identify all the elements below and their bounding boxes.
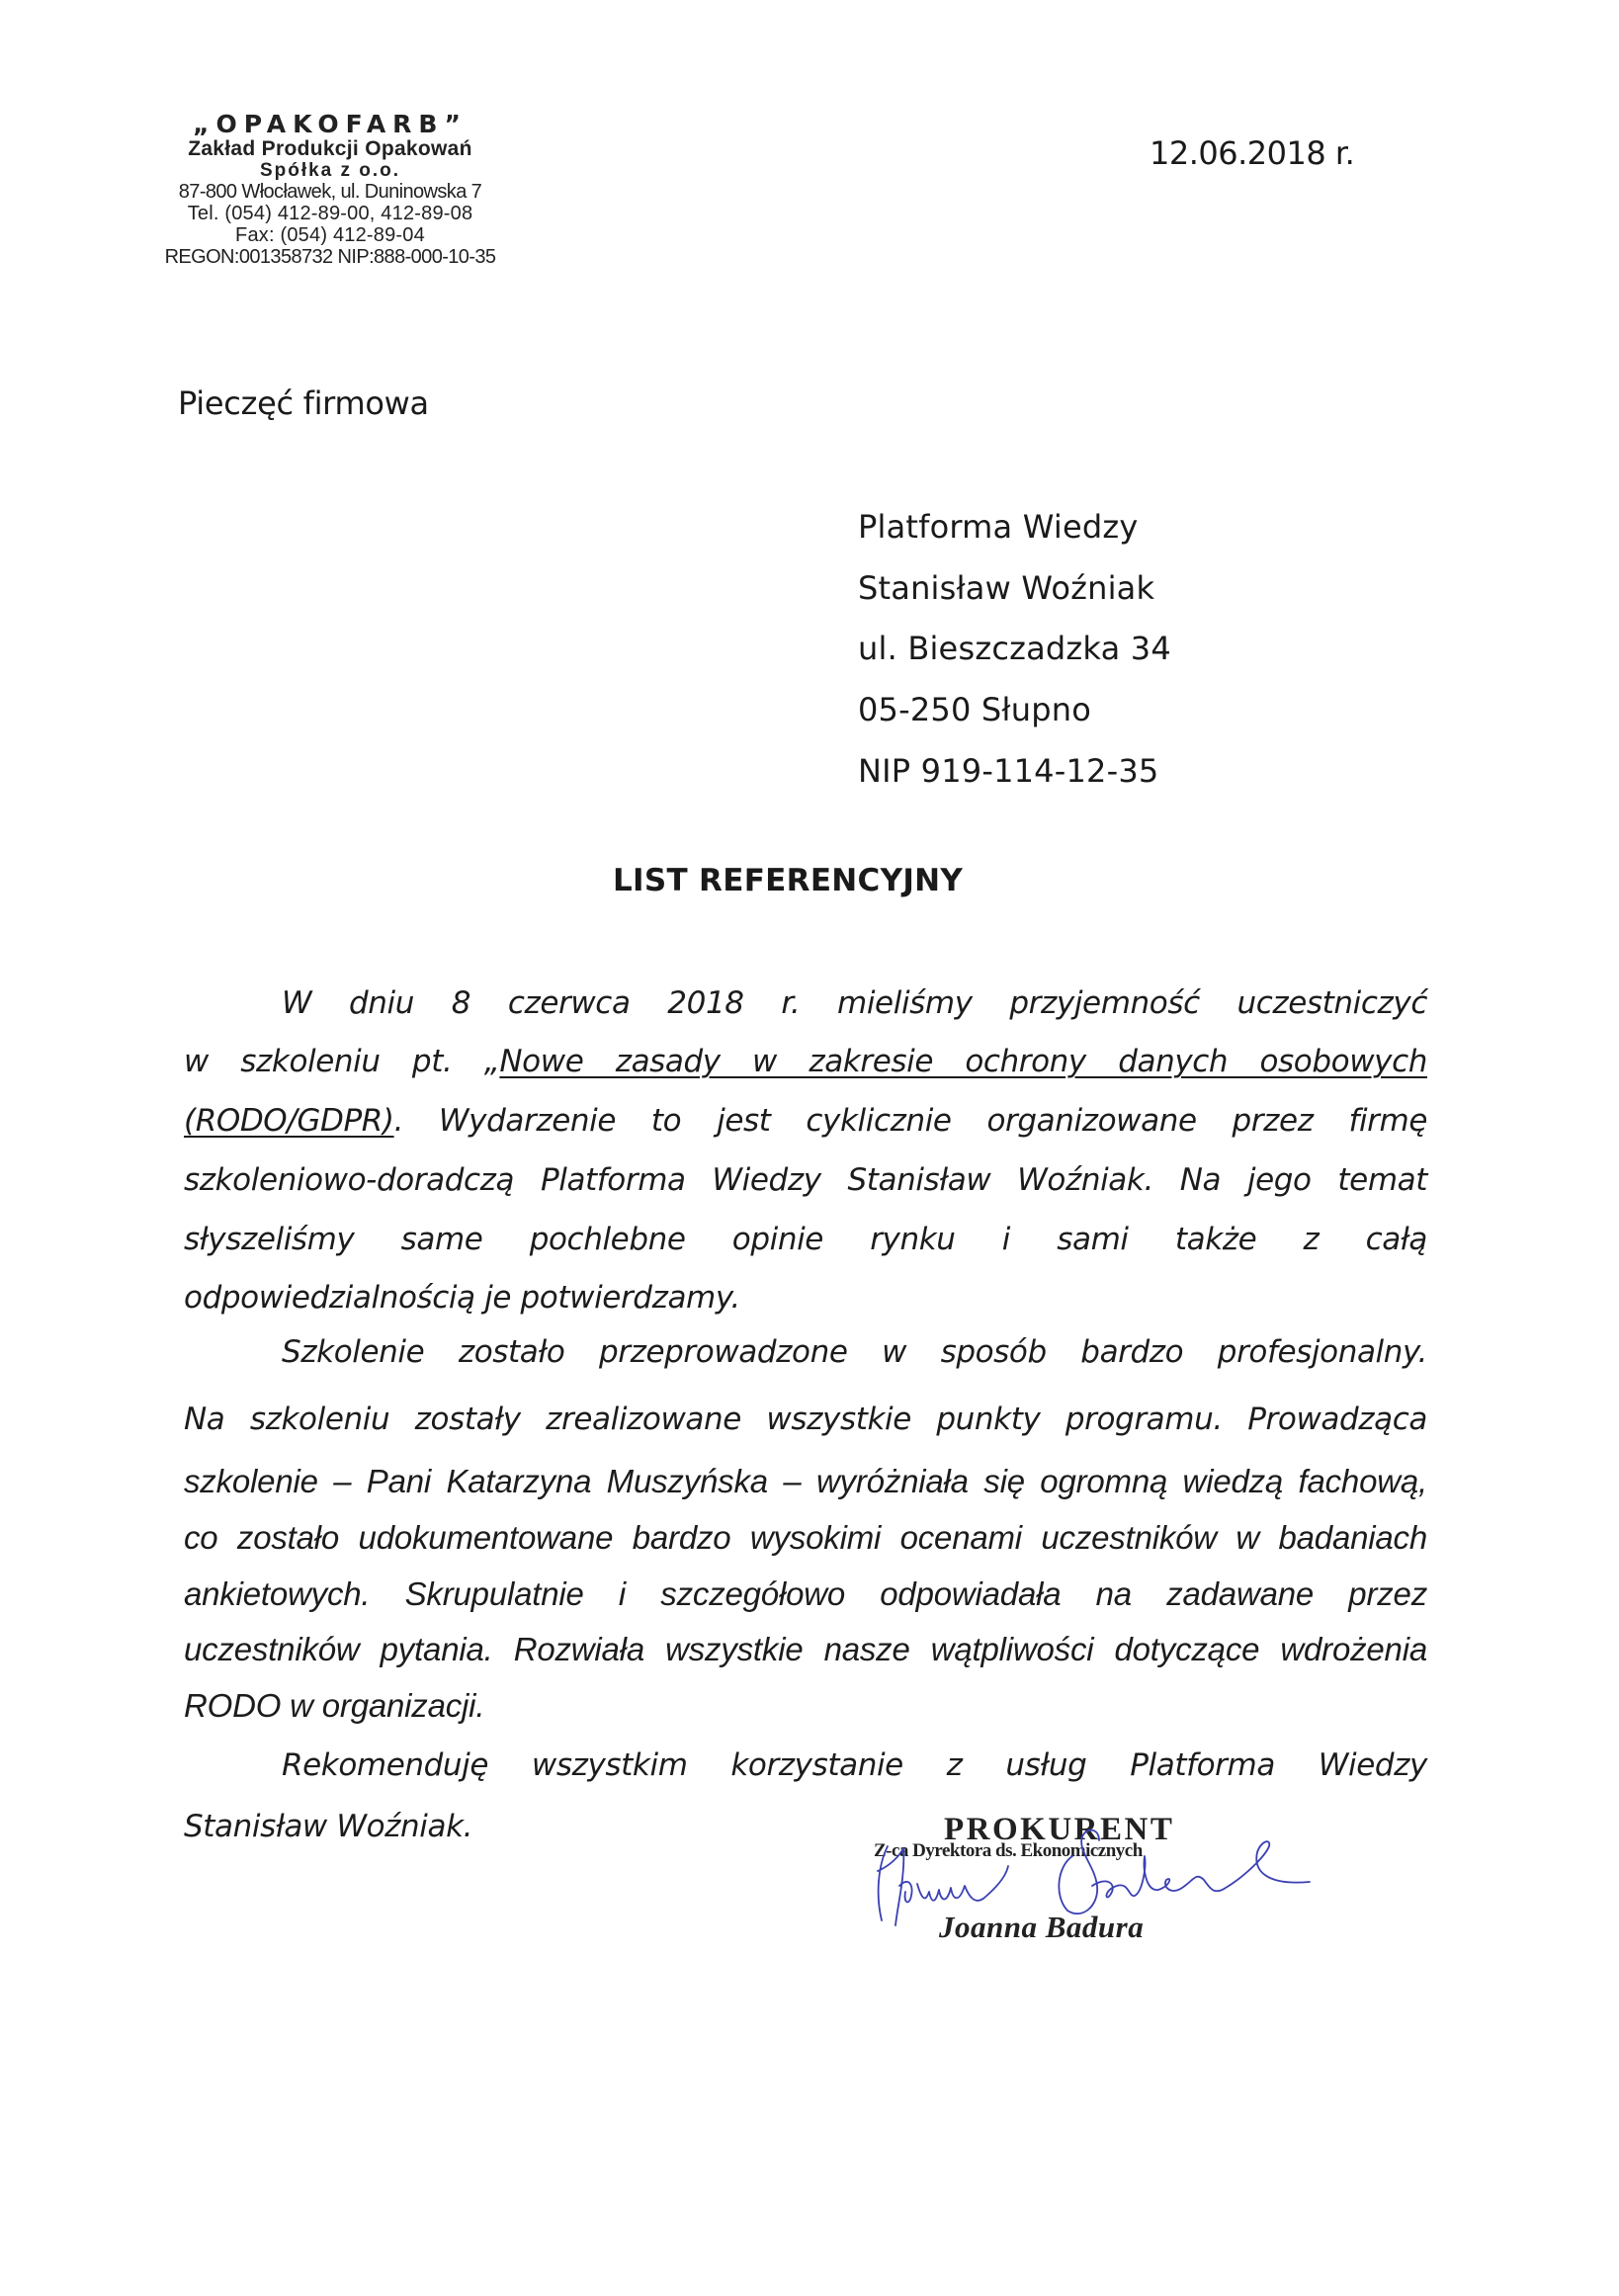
company-registration: REGON:001358732 NIP:888-000-10-35 [164,246,496,268]
paragraph-line: Na szkoleniu zostały zrealizowane wszystkie punkty programu. Prowadząca [184,1402,1427,1437]
paragraph-line: odpowiedzialnością je potwierdzamy. [184,1280,740,1316]
signature-stroke [1059,1830,1310,1914]
paragraph-line: Stanisław Woźniak. [184,1809,473,1844]
text-fragment: . Wydarzenie to jest cyklicznie organizowane przez firmę [393,1103,1427,1139]
signatory-role: Z-ca Dyrektora ds. Ekonomicznych [874,1840,1143,1861]
paragraph-line: RODO w organizacji. [184,1687,485,1724]
paragraph-line: uczestników pytania. Rozwiała wszystkie nasze wątpliwości dotyczące wdrożenia [184,1631,1427,1667]
signatory-position: PROKURENT [944,1812,1175,1847]
paragraph-line: słyszeliśmy same pochlebne opinie rynku i sami także z całą [184,1222,1427,1257]
company-address: 87-800 Włocławek, ul. Duninowska 7 [178,181,482,203]
paragraph-line: ankietowych. Skrupulatnie i szczegółowo odpowiadała na zadawane przez [184,1575,1427,1612]
recipient-person: Stanisław Woźniak [858,568,1155,607]
paragraph-line: Szkolenie zostało przeprowadzone w sposób bardzo profesjonalny. [282,1334,1427,1370]
recipient-nip: NIP 919-114-12-35 [858,751,1159,790]
recipient-company: Platforma Wiedzy [858,508,1139,546]
training-title-abbrev: (RODO/GDPR) [184,1103,394,1139]
paragraph-line: co zostało udokumentowane bardzo wysokimi ocenami uczestników w badaniach [184,1519,1427,1556]
company-fax: Fax: (054) 412-89-04 [235,224,425,246]
company-phone: Tel. (054) 412-89-00, 412-89-08 [187,203,473,224]
paragraph-line [184,1103,1427,1147]
company-legal-form: Spółka z o.o. [259,160,401,181]
paragraph-line: szkolenie – Pani Katarzyna Muszyńska – wyróżniała się ogromną wiedzą fachową, [184,1463,1427,1499]
paragraph-line [184,1044,1427,1087]
company-stamp [127,111,534,268]
text-fragment: w szkoleniu pt. „ [184,1044,500,1079]
training-title: Nowe zasady w zakresie ochrony danych osobowych [499,1044,1427,1079]
paragraph-line: W dniu 8 czerwca 2018 r. mieliśmy przyjemność uczestniczyć [282,985,1427,1021]
signatory-name: Joanna Badura [939,1910,1145,1944]
recipient-city: 05-250 Słupno [858,691,1091,729]
seal-label: Pieczęć firmowa [178,384,429,422]
document-title: LIST REFERENCYJNY [613,863,964,898]
letter-date: 12.06.2018 r. [1150,134,1355,172]
recipient-address [858,497,1171,803]
company-name: „OPAKOFARB” [193,110,468,138]
company-description: Zakład Produkcji Opakowań [188,137,472,160]
paragraph-line: Rekomenduję wszystkim korzystanie z usług Platforma Wiedzy [282,1747,1427,1783]
paragraph-line: szkoleniowo-doradczą Platforma Wiedzy Stanisław Woźniak. Na jego temat [184,1162,1427,1198]
recipient-street: ul. Bieszczadzka 34 [858,630,1171,668]
